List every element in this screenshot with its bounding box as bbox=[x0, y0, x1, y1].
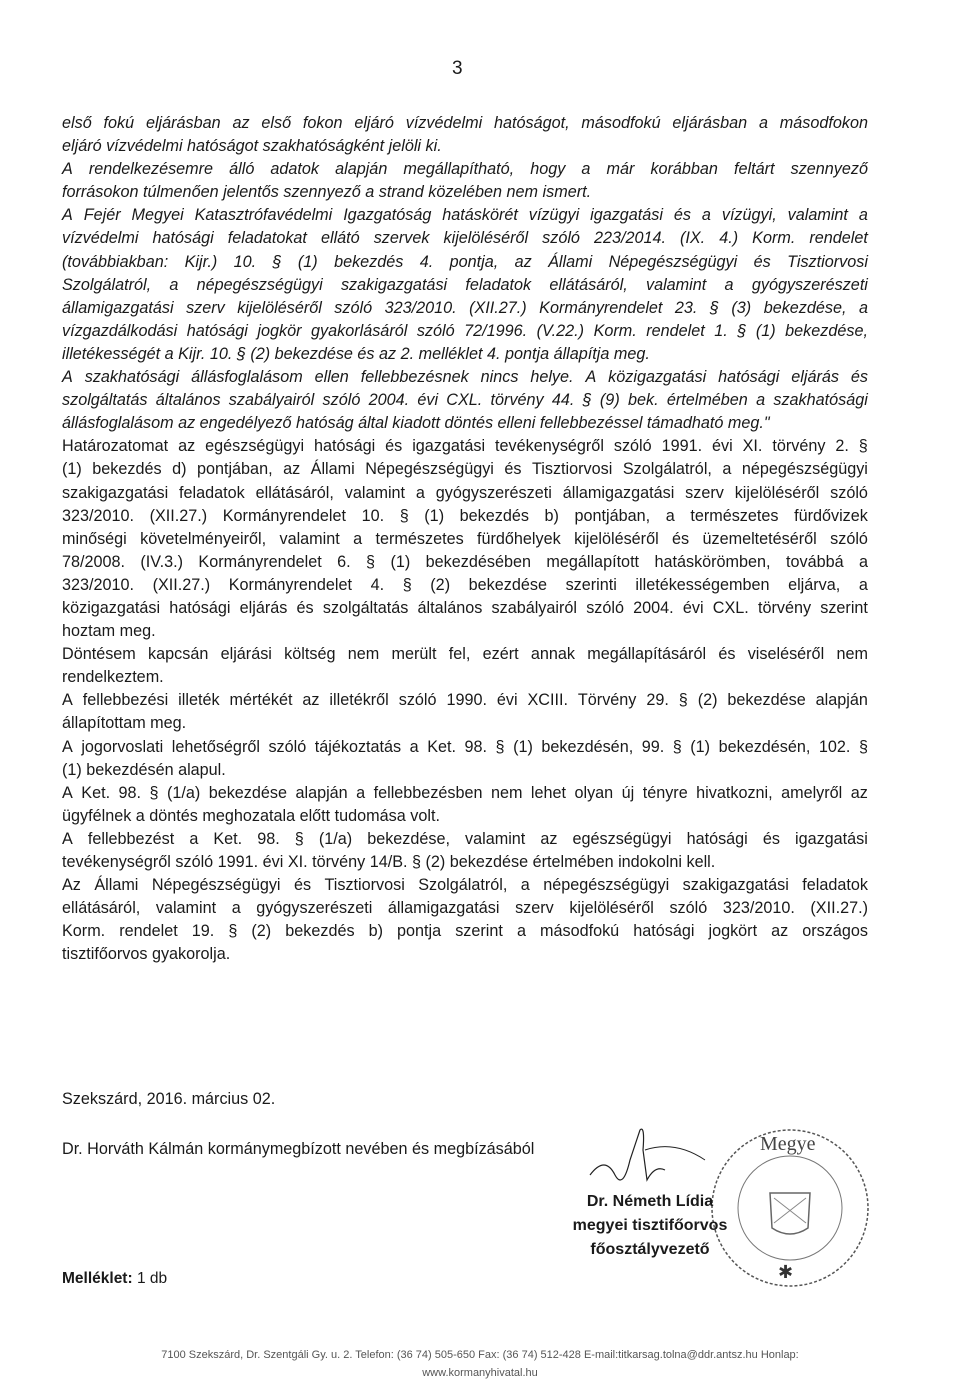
body-line: államigazgatási szerv kijelöléséről szóló 323/2010. (XII.27.) Kormányrendelet 23. § (3) bekezdése, a bbox=[62, 298, 868, 317]
stamp-text: Megye bbox=[760, 1133, 816, 1155]
body-line: A fellebbezést a Ket. 98. § (1/a) bekezdése, valamint az egészségügyi hatósági és igazgatási bbox=[62, 829, 868, 848]
body-line: A Fejér Megyei Katasztrófavédelmi Igazgatóság hatáskörét vízügyi igazgatási és a vízügyi, valamint a bbox=[62, 206, 868, 225]
body-line: hoztam meg. bbox=[62, 622, 156, 641]
body-line: állásfoglalásom az engedélyező hatóság által kiadott döntés elleni fellebbezéssel támadható meg." bbox=[62, 414, 770, 433]
body-line: A szakhatósági állásfoglalásom ellen fellebbezésnek nincs helye. A közigazgatási hatósági eljárás és bbox=[62, 368, 868, 387]
body-line: (1) bekezdésén alapul. bbox=[62, 760, 226, 779]
body-line: forrásokon túlmenően jelentős szennyező a strand közelében nem ismert. bbox=[62, 183, 592, 202]
body-line: illetékességét a Kijr. 10. § (2) bekezdése és az 2. melléklet 4. pontja állapítja meg. bbox=[62, 344, 650, 363]
body-line: Határozatomat az egészségügyi hatósági és igazgatási tevékenységről szóló 1991. évi XI. törvény 2. § bbox=[62, 437, 868, 456]
body-line: rendelkeztem. bbox=[62, 668, 164, 687]
attachment-value: 1 db bbox=[136, 1270, 168, 1287]
body-line: eljáró vízvédelmi hatóságot szakhatóságként jelöli ki. bbox=[62, 137, 442, 156]
body-line: vízgazdálkodási hatósági jogkör gyakorlásáról szóló 72/1996. (V.22.) Korm. rendelet 1. § (1) bekezdése, bbox=[62, 321, 868, 340]
body-line: (továbbiakban: Kijr.) 10. § (1) bekezdés 4. pontja, az Állami Népegészségügyi és Tisztiorvosi bbox=[62, 252, 868, 271]
body-line: közigazgatási hatósági eljárás és szolgáltatás általános szabályairól szóló 2004. évi CXL. törvény szerint bbox=[62, 598, 868, 617]
signer-line: Dr. Horváth Kálmán kormánymegbízott nevében és megbízásából bbox=[62, 1140, 535, 1158]
footer bbox=[0, 1346, 960, 1382]
body-line: A rendelkezésemre álló adatok alapján megállapítható, hogy a már korábban feltárt szennyező bbox=[62, 160, 868, 179]
body-line: 78/2008. (IV.3.) Kormányrendelet 6. § (1) bekezdésében megállapított hatáskörömben, továbbá a bbox=[62, 552, 868, 571]
document-body bbox=[62, 112, 868, 966]
attachment-label: Melléklet: bbox=[62, 1270, 133, 1287]
footer-address: 7100 Szekszárd, Dr. Szentgáli Gy. u. 2. Telefon: (36 74) 505-650 Fax: (36 74) 512-428 E-mail:titkarsag.tolna@ddr.antsz.hu Honlap: bbox=[161, 1349, 799, 1361]
body-line: első fokú eljárásban az első fokon eljáró vízvédelmi hatóságot, másodfokú eljárásban a másodfokon bbox=[62, 114, 868, 132]
body-line: ellátásáról, valamint a gyógyszerészeti államigazgatási szerv kijelöléséről szóló 323/2010. (XII.27.) bbox=[62, 899, 868, 918]
body-line: Szolgálatról, a népegészségügyi szakigazgatási feladatok ellátásáról, valamint a gyógyszerészeti bbox=[62, 275, 868, 294]
body-line: A fellebbezési illeték mértékét az illetékről szóló 1990. évi XCIII. Törvény 29. § (2) bekezdése alapján bbox=[62, 691, 868, 710]
body-line: tisztifőorvos gyakorolja. bbox=[62, 945, 231, 964]
body-line: 323/2010. (XII.27.) Kormányrendelet 4. § (2) bekezdése szerinti illetékességemben eljárva, a bbox=[62, 575, 868, 594]
signature-block bbox=[565, 1190, 735, 1262]
body-line: (1) bekezdés d) pontjában, az Állami Népegészségügyi és Tisztiorvosi Szolgálatról, a népegészségügyi bbox=[62, 460, 868, 479]
body-line: Az Állami Népegészségügyi és Tisztiorvosi Szolgálatról, a népegészségügyi szakigazgatási feladatok bbox=[62, 876, 868, 895]
svg-text:✱: ✱ bbox=[778, 1262, 794, 1282]
body-line: Korm. rendelet 19. § (2) bekezdés b) pontja szerint a másodfokú hatósági jogkört az országos bbox=[62, 922, 868, 941]
body-line: szolgáltatás általános szabályairól szóló 2004. évi CXL. törvény 44. § (9) bek. értelmében a szakhatósági bbox=[62, 391, 868, 410]
page-number: 3 bbox=[452, 58, 463, 79]
body-line: szakigazgatási feladatok ellátásáról, valamint a gyógyszerészeti államigazgatási szerv kijelöléséről szóló bbox=[62, 483, 868, 502]
body-line: állapítottam meg. bbox=[62, 714, 187, 733]
footer-website: www.kormanyhivatal.hu bbox=[422, 1367, 538, 1379]
attachment-line bbox=[62, 1270, 167, 1288]
body-line: A jogorvoslati lehetőségről szóló tájékoztatás a Ket. 98. § (1) bekezdésén, 99. § (1) bekezdésén, 102. § bbox=[62, 737, 868, 756]
body-line: Döntésem kapcsán eljárási költség nem merült fel, ezért annak megállapításáról és viseléséről nem bbox=[62, 645, 868, 664]
signatory-title: megyei tisztifőorvos bbox=[572, 1217, 728, 1234]
body-line: ügyfélnek a döntés meghozatala előtt tudomása volt. bbox=[62, 806, 440, 825]
body-line: vízvédelmi hatósági feladatokat ellátó szervek kijelöléséről szóló 223/2014. (IX. 4.) Korm. rendelet bbox=[62, 229, 868, 248]
body-line: minőségi követelményeiről, valamint a természetes fürdőhelyek kijelöléséről és üzemeltetéséről szóló bbox=[62, 529, 868, 548]
signatory-name: Dr. Németh Lídia bbox=[586, 1193, 714, 1210]
body-line: tevékenységről szóló 1991. évi XI. törvény 14/B. § (2) bekezdése értelmében indokolni kell. bbox=[62, 853, 716, 871]
body-line: 323/2010. (XII.27.) Kormányrendelet 10. § (1) bekezdés b) pontjában, a természetes fürdővizek bbox=[62, 506, 868, 525]
body-line: A Ket. 98. § (1/a) bekezdése alapján a fellebbezésben nem lehet olyan új tényre hivatkozni, amelyről az bbox=[62, 783, 868, 802]
signatory-position: főosztályvezető bbox=[590, 1241, 710, 1258]
date-line: Szekszárd, 2016. március 02. bbox=[62, 1090, 276, 1108]
